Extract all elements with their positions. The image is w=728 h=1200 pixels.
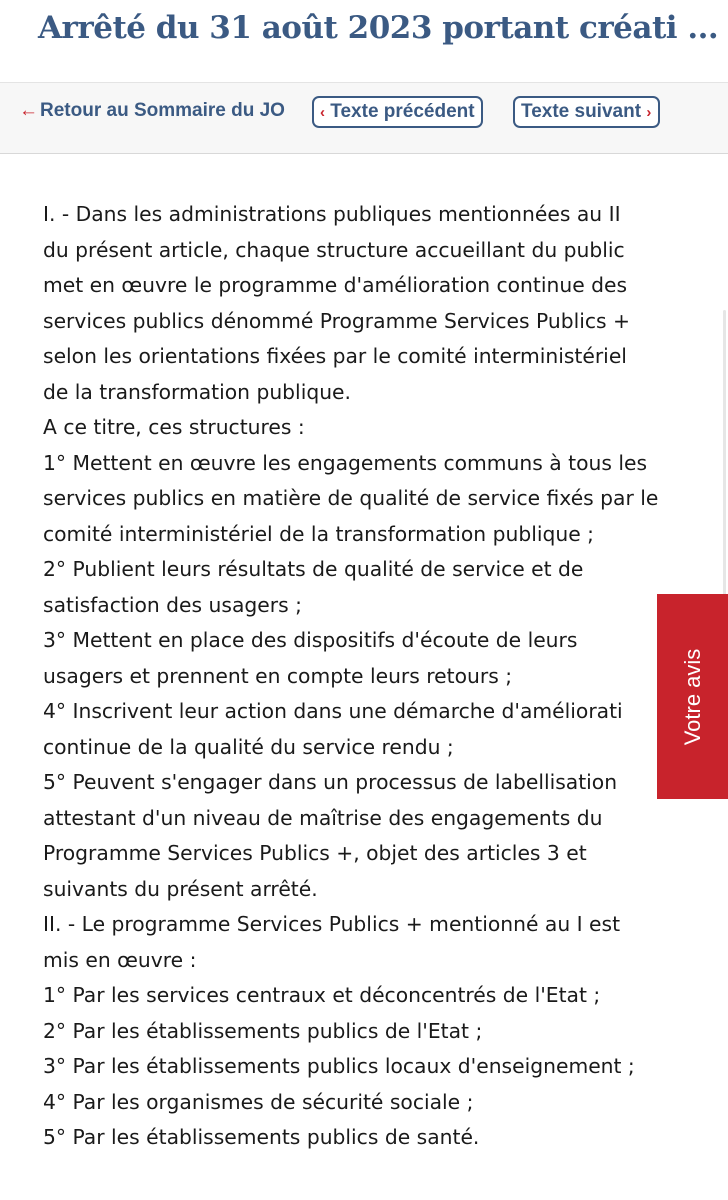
feedback-tab[interactable]	[657, 594, 728, 799]
scrollbar[interactable]	[723, 310, 726, 610]
article-line: 5° Par les établissements publics de santé.	[43, 1125, 480, 1149]
article-line: services publics dénommé Programme Services Publics +	[43, 308, 630, 333]
article-line: mis en œuvre :	[43, 947, 197, 972]
article-line: du présent article, chaque structure accueillant du public	[43, 237, 625, 262]
back-to-summary-link[interactable]	[19, 100, 285, 122]
article-line: 5° Peuvent s'engager dans un processus de labellisation	[43, 770, 618, 794]
article-line: usagers et prennent en compte leurs retours ;	[43, 663, 513, 688]
article-line: I. - Dans les administrations publiques mentionnées au II	[43, 202, 621, 226]
previous-text-button[interactable]	[312, 96, 483, 128]
arrow-left-icon: ←	[19, 100, 38, 121]
previous-text-label: Texte précédent	[330, 101, 475, 122]
article-line: continue de la qualité du service rendu ;	[43, 734, 454, 759]
article-line: 4° Inscrivent leur action dans une démarche d'améliorati	[43, 699, 623, 723]
next-text-button[interactable]	[513, 96, 660, 128]
article-line: satisfaction des usagers ;	[43, 592, 302, 617]
article-line: de la transformation publique.	[43, 379, 351, 404]
article-line: selon les orientations fixées par le comité interministériel	[43, 344, 627, 368]
chevron-left-icon: ‹	[320, 104, 325, 121]
article-line: 3° Mettent en place des dispositifs d'écoute de leurs	[43, 628, 578, 652]
article-line: suivants du présent arrêté.	[43, 876, 318, 901]
chevron-right-icon: ›	[646, 104, 652, 121]
article-line: II. - Le programme Services Publics + mentionné au I est	[43, 912, 621, 936]
next-text-label: Texte suivant	[521, 101, 642, 122]
article-line: attestant d'un niveau de maîtrise des engagements du	[43, 805, 603, 830]
article-line: 2° Publient leurs résultats de qualité de service et de	[43, 557, 584, 581]
page-title: Arrêté du 31 août 2023 portant créati ...	[38, 10, 719, 46]
article-line: 1° Mettent en œuvre les engagements communs à tous les	[43, 450, 648, 475]
article-line: met en œuvre le programme d'amélioration continue des	[43, 273, 628, 297]
article-line: A ce titre, ces structures :	[43, 415, 305, 439]
back-to-summary-label: Retour au Sommaire du JO	[40, 100, 285, 121]
navigation-bar	[0, 82, 728, 154]
article-line: 1° Par les services centraux et déconcentrés de l'Etat ;	[43, 983, 601, 1007]
feedback-label: Votre avis	[679, 648, 705, 745]
article-line: services publics en matière de qualité de service fixés par le	[43, 486, 659, 510]
header	[0, 0, 728, 82]
article-body	[43, 197, 683, 1156]
article-line: comité interministériel de la transformation publique ;	[43, 521, 594, 546]
article-line: 3° Par les établissements publics locaux d'enseignement ;	[43, 1054, 635, 1078]
article-line: 4° Par les organismes de sécurité sociale ;	[43, 1089, 474, 1114]
article-line: 2° Par les établissements publics de l'Etat ;	[43, 1018, 483, 1043]
article-line: Programme Services Publics +, objet des articles 3 et	[43, 841, 587, 865]
